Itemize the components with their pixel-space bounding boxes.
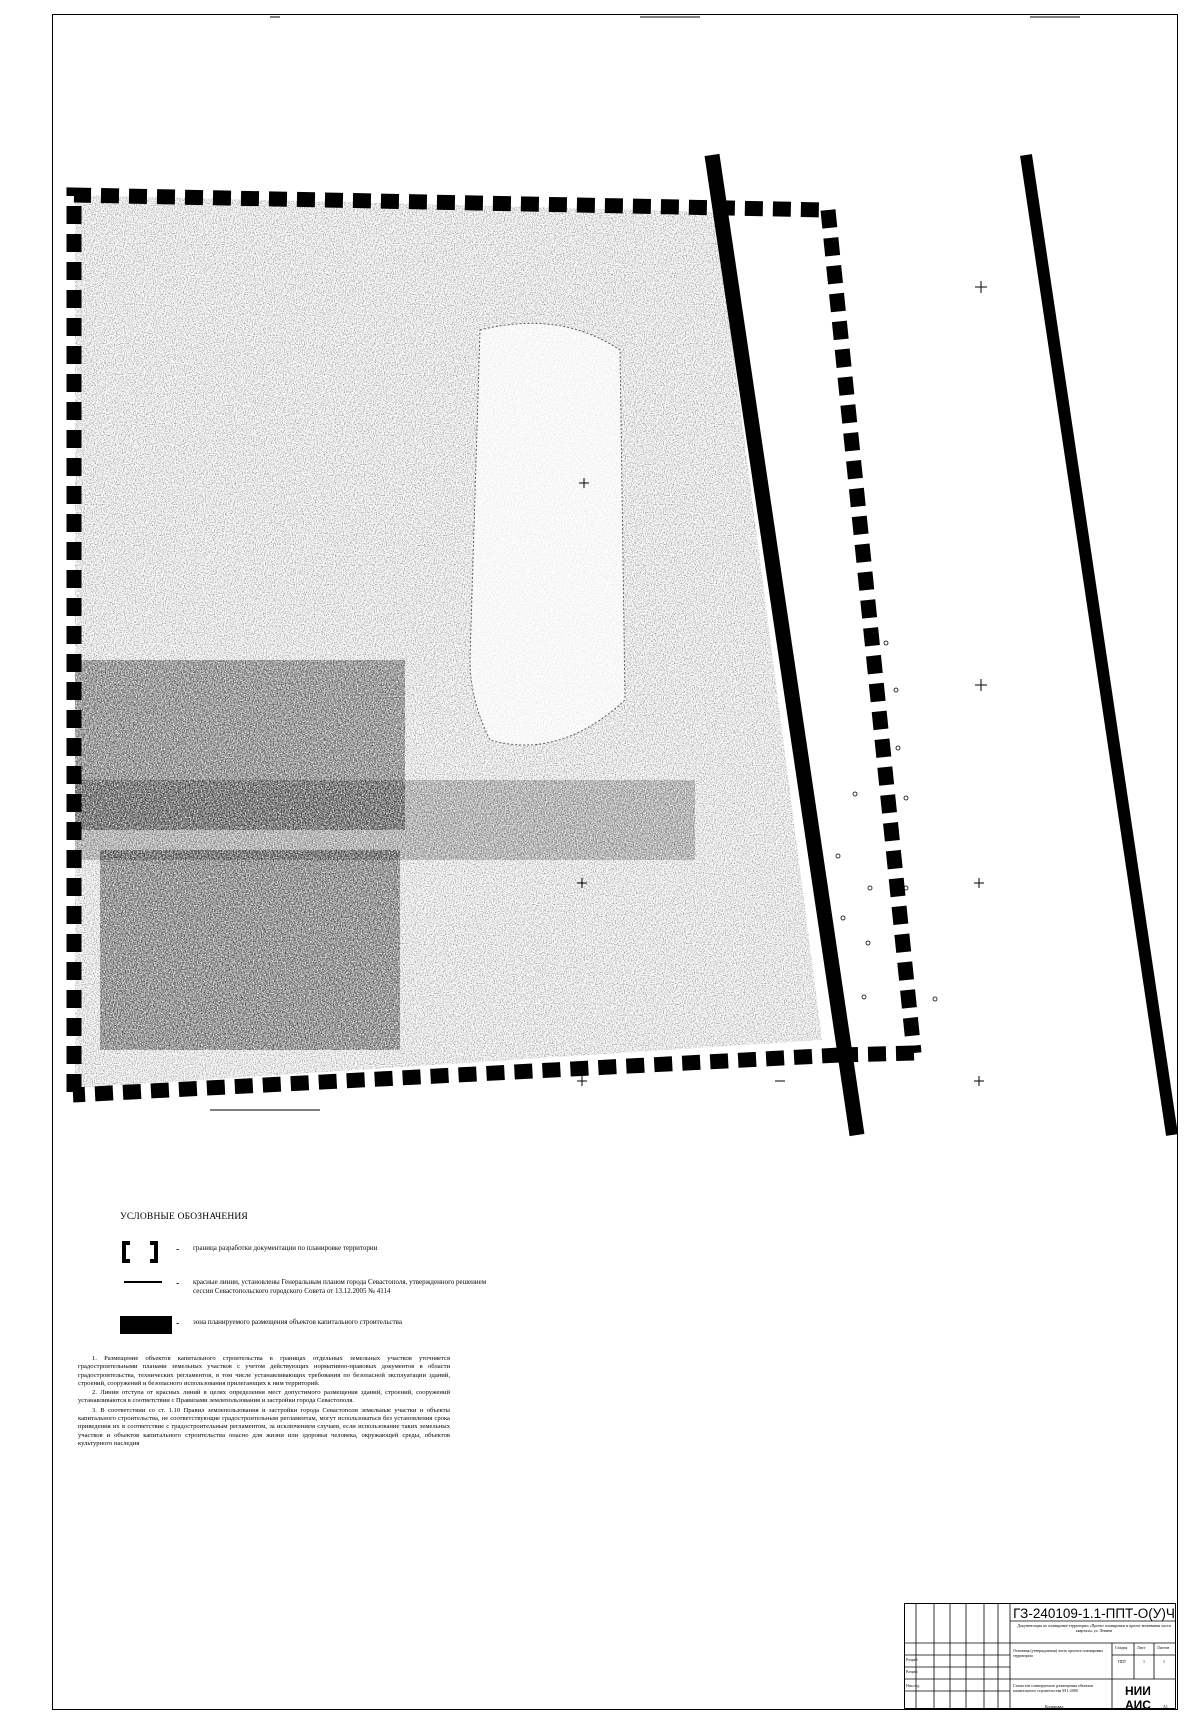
title-block: [904, 1603, 1176, 1712]
row-label-2: Разраб.: [906, 1669, 919, 1674]
legend-item-red-line: [120, 1274, 487, 1310]
legend-text-boundary: граница разработки документации по планировке территории: [193, 1244, 378, 1252]
sheets-label: Листов: [1157, 1645, 1170, 1650]
legend-dash: -: [176, 1278, 180, 1289]
row-label-3: Нач.отд.: [906, 1683, 921, 1688]
legend: [120, 1212, 487, 1348]
legend-item-boundary: [120, 1240, 480, 1270]
format-label: A1: [1163, 1704, 1168, 1709]
sheet-label: Лист: [1137, 1645, 1146, 1650]
organization-logo: НИИ АИС: [1125, 1684, 1151, 1712]
marker-circles: [836, 641, 937, 1001]
sheet-value: 1: [1143, 1659, 1145, 1664]
legend-dash: -: [176, 1318, 180, 1329]
project-title: Документация по планировке территории «Проект планировки и проект межевания части квартала» ул. Ленина: [1017, 1623, 1171, 1633]
stage-label: Стадия: [1115, 1645, 1128, 1650]
legend-title: УСЛОВНЫЕ ОБОЗНАЧЕНИЯ: [120, 1212, 248, 1222]
legend-text-zone: зона планируемого размещения объектов капитального строительства: [193, 1318, 403, 1326]
site-texture: [60, 190, 840, 1090]
legend-text-red-line: красные линии, установлены Генеральным планом города Севастополя, утвержденного решением сессии Севастопольского городского Совета от 13.12.2005 № 4114: [193, 1278, 487, 1295]
note-2: 2. Линии отступа от красных линий в целях определения мест допустимого размещения зданий, строений, сооружений устанавливаются в соответствии с Правилами землепользования и застройки города Севастополя.: [78, 1389, 450, 1405]
stage-value: ППТ: [1118, 1659, 1127, 1664]
note-1: 1. Размещение объектов капитального строительства в границах отдельных земельных участков уточняется градостроительными планами земельных участков с учетом действующих нормативно-правовых документов в области градостроительства, технических регламентов, в том числе устанавливающих требования по безопасной эксплуатации зданий, строений, сооружений и безопасного использования прилегающих к ним территорий.: [78, 1355, 450, 1387]
sheet-name: Основная (утверждаемая) часть проекта планировки территории: [1013, 1648, 1103, 1658]
sheets-value: 1: [1163, 1659, 1165, 1664]
row-label-1: Разраб.: [906, 1657, 919, 1662]
legend-dash: -: [176, 1244, 180, 1255]
drawing-name: Схема зон планируемого размещения объектов капитального строительства М 1:2000: [1013, 1683, 1094, 1693]
document-code: ГЗ-240109-1.1-ППТ-О(У)Ч: [1013, 1606, 1175, 1621]
note-3: 3. В соответствии со ст. 1.10 Правил землепользования и застройки города Севастополя земельные участки и объекты капитального строительства, не соответствующие градостроительным регламентам, могут использоваться без установления срока приведения их в соответствие с градостроительным регламентом, за исключением случаев, если использование таких земельных участков и объектов капитального строительства опасно для жизни или здоровья человека, окружающей среды, объектов культурного наследия: [78, 1406, 450, 1447]
copied-label: Копировал: [1045, 1704, 1064, 1709]
red-line-icon: [120, 1274, 172, 1298]
boundary-bracket-icon: [120, 1240, 172, 1264]
filled-zone-icon: [120, 1314, 172, 1338]
legend-item-zone: [120, 1314, 480, 1344]
notes: [78, 1355, 450, 1449]
courtyard-area: [470, 323, 625, 745]
red-line-2: [1026, 155, 1172, 1135]
